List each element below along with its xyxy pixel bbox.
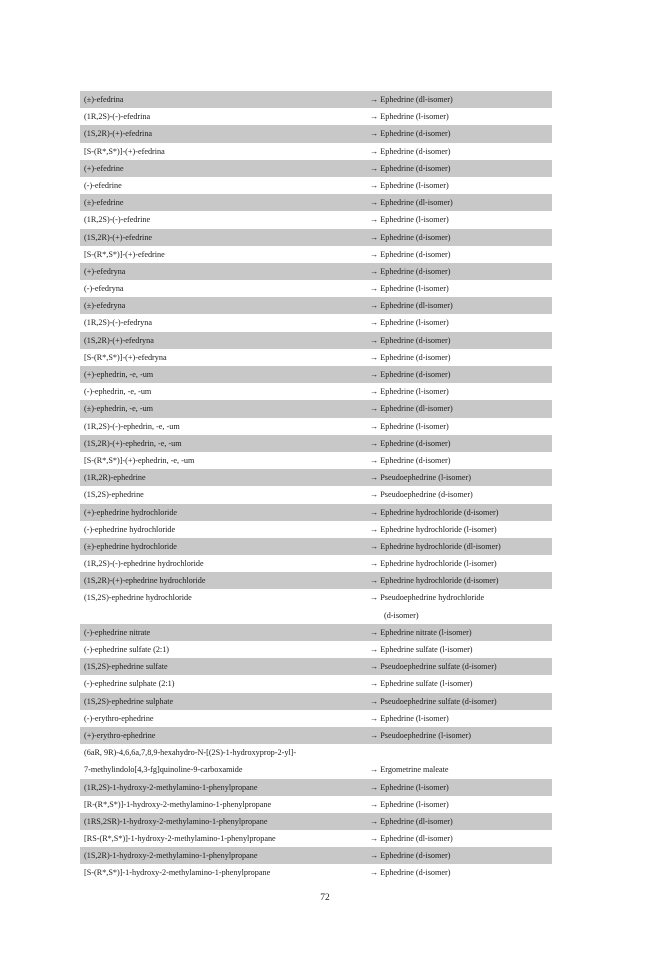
target-text: → Ephedrine sulfate (l-isomer) (370, 679, 473, 689)
synonym-cell (84, 675, 369, 692)
target-text: → Ephedrine (l-isomer) (370, 284, 449, 294)
target-cell (370, 297, 552, 314)
synonym-text: (1S,2S)-ephedrine hydrochloride (84, 593, 192, 603)
target-cell (370, 796, 552, 813)
target-text: → Ephedrine (d-isomer) (370, 266, 451, 276)
target-text: → Ephedrine (d-isomer) (370, 455, 451, 465)
synonym-text: (1S,2R)-(+)-ephedrine hydrochloride (84, 576, 206, 586)
target-cell (370, 383, 552, 400)
table-row (80, 813, 552, 830)
target-cell (370, 211, 552, 228)
target-cell (370, 779, 552, 796)
target-cell (370, 504, 552, 521)
synonym-cell (84, 864, 369, 881)
target-text: → Ephedrine (dl-isomer) (370, 301, 453, 311)
synonym-cell (84, 641, 369, 658)
synonym-text: (±)-ephedrin, -e, -um (84, 404, 154, 414)
target-text: → Ephedrine (d-isomer) (370, 335, 451, 345)
synonym-cell (84, 538, 369, 555)
table-row (80, 229, 552, 246)
synonym-text: (-)-ephedrin, -e, -um (84, 387, 152, 397)
target-text: → Pseudoephedrine sulfate (d-isomer) (370, 662, 497, 672)
target-text: → Ephedrine (d-isomer) (370, 851, 451, 861)
synonym-text: (1R,2S)-(-)-efedryna (84, 318, 152, 328)
synonym-cell (84, 486, 369, 503)
target-text: → Ephedrine (l-isomer) (370, 112, 449, 122)
table-row (80, 710, 552, 727)
target-text: → Pseudoephedrine (l-isomer) (370, 473, 471, 483)
synonym-cell (84, 177, 369, 194)
synonym-text: (1S,2S)-ephedrine sulfate (84, 662, 168, 672)
target-cell (370, 194, 552, 211)
synonym-cell (84, 521, 369, 538)
synonym-table (80, 91, 552, 882)
synonym-cell (84, 847, 369, 864)
synonym-cell (84, 91, 369, 108)
synonym-text: (+)-ephedrine hydrochloride (84, 507, 178, 517)
target-text: → Ephedrine (l-isomer) (370, 421, 449, 431)
target-cell (370, 91, 552, 108)
synonym-text: (-)-ephedrine hydrochloride (84, 524, 176, 534)
target-cell (370, 349, 552, 366)
target-text: → Ephedrine sulfate (l-isomer) (370, 645, 473, 655)
table-row (80, 796, 552, 813)
table-row (80, 177, 552, 194)
table-row (80, 400, 552, 417)
target-text: → Ephedrine (d-isomer) (370, 868, 451, 878)
table-row (80, 744, 552, 778)
synonym-text: [R-(R*,S*)]-1-hydroxy-2-methylamino-1-phenylpropane (84, 799, 272, 809)
synonym-cell (84, 693, 369, 710)
target-cell (370, 108, 552, 125)
target-cell (370, 521, 552, 538)
target-cell (370, 229, 552, 246)
synonym-text: [S-(R*,S*)]-(+)-ephedrin, -e, -um (84, 455, 195, 465)
table-row (80, 418, 552, 435)
target-cell (370, 280, 552, 297)
target-cell (370, 160, 552, 177)
table-row (80, 538, 552, 555)
table-row (80, 143, 552, 160)
target-text: → Pseudoephedrine (l-isomer) (370, 730, 471, 740)
synonym-cell (84, 143, 369, 160)
synonym-text: (-)-efedrine (84, 180, 122, 190)
target-text: → Ephedrine (dl-isomer) (370, 816, 453, 826)
synonym-cell (84, 194, 369, 211)
synonym-text: (1S,2R)-(+)-efedrina (84, 129, 153, 139)
synonym-text: (1R,2S)-(-)-efedrina (84, 112, 151, 122)
target-text: → Ephedrine (d-isomer) (370, 146, 451, 156)
target-text: → Ephedrine (l-isomer) (370, 713, 449, 723)
synonym-cell (84, 796, 369, 813)
target-cell (370, 469, 552, 486)
target-text: → Ephedrine nitrate (l-isomer) (370, 627, 472, 637)
target-text: → Ephedrine hydrochloride (d-isomer) (370, 576, 499, 586)
synonym-text: (+)-erythro-ephedrine (84, 730, 156, 740)
synonym-cell (84, 469, 369, 486)
target-cell (370, 452, 552, 469)
target-cell (370, 864, 552, 881)
table-row (80, 125, 552, 142)
synonym-text: (1S,2R)-(+)-ephedrin, -e, -um (84, 438, 182, 448)
synonym-text: (±)-efedryna (84, 301, 126, 311)
target-cell (370, 332, 552, 349)
table-row (80, 383, 552, 400)
target-text: → Ephedrine (l-isomer) (370, 215, 449, 225)
table-row (80, 727, 552, 744)
synonym-cell (84, 504, 369, 521)
target-cell (370, 400, 552, 417)
synonym-cell (84, 589, 369, 606)
table-row (80, 864, 552, 881)
table-row (80, 314, 552, 331)
synonym-cell (84, 246, 369, 263)
synonym-cell (84, 624, 369, 641)
table-row (80, 211, 552, 228)
synonym-cell (84, 658, 369, 675)
synonym-cell (84, 332, 369, 349)
target-text: → Ephedrine hydrochloride (l-isomer) (370, 559, 497, 569)
synonym-text: (±)-ephedrine hydrochloride (84, 541, 177, 551)
synonym-text: (1R,2S)-(-)-ephedrin, -e, -um (84, 421, 180, 431)
target-cell (370, 143, 552, 160)
synonym-text: (1S,2R)-(+)-efedryna (84, 335, 154, 345)
target-text: → Ephedrine (l-isomer) (370, 387, 449, 397)
table-row (80, 435, 552, 452)
synonym-cell (84, 297, 369, 314)
target-text: → Ephedrine hydrochloride (d-isomer) (370, 507, 499, 517)
synonym-text: (-)-ephedrine sulfate (2:1) (84, 645, 170, 655)
target-cell (370, 263, 552, 280)
target-cell (370, 177, 552, 194)
table-row (80, 366, 552, 383)
synonym-text: (-)-ephedrine sulphate (2:1) (84, 679, 175, 689)
synonym-text: (±)-efedrine (84, 198, 124, 208)
target-cell (370, 675, 552, 692)
synonym-text: (1S,2S)-ephedrine (84, 490, 144, 500)
synonym-text: (+)-efedrine (84, 163, 124, 173)
synonym-cell (84, 383, 369, 400)
synonym-text: (-)-ephedrine nitrate (84, 627, 151, 637)
target-cell (370, 589, 552, 620)
synonym-text: (1RS,2SR)-1-hydroxy-2-methylamino-1-phenylpropane (84, 816, 268, 826)
target-text: → Ephedrine (l-isomer) (370, 318, 449, 328)
target-text: → Pseudoephedrine (d-isomer) (370, 490, 473, 500)
target-text: → Ephedrine (d-isomer) (370, 370, 451, 379)
synonym-text-line2: 7-methylindolo[4,3-fg]quinoline-9-carboxamide (84, 765, 243, 775)
target-text: → Ephedrine (dl-isomer) (370, 198, 453, 208)
synonym-cell (84, 125, 369, 142)
target-text: → Pseudoephedrine hydrochloride (370, 593, 485, 603)
synonym-text: (1R,2S)-(-)-ephedrine hydrochloride (84, 559, 204, 569)
synonym-cell (84, 572, 369, 589)
target-cell (370, 555, 552, 572)
table-row (80, 589, 552, 623)
target-cell (370, 435, 552, 452)
table-row (80, 469, 552, 486)
synonym-cell (84, 280, 369, 297)
table-row (80, 160, 552, 177)
table-row (80, 263, 552, 280)
synonym-cell (84, 314, 369, 331)
target-cell (370, 710, 552, 727)
table-row (80, 280, 552, 297)
synonym-text: (+)-efedryna (84, 266, 126, 276)
target-cell (370, 693, 552, 710)
page-number: 72 (320, 893, 330, 903)
synonym-cell (84, 108, 369, 125)
table-row (80, 658, 552, 675)
target-cell (370, 538, 552, 555)
synonym-cell (84, 211, 369, 228)
table-row (80, 693, 552, 710)
synonym-cell (84, 744, 369, 775)
target-cell (370, 366, 552, 383)
synonym-cell (84, 400, 369, 417)
synonym-cell (84, 349, 369, 366)
synonym-text: (1S,2R)-1-hydroxy-2-methylamino-1-phenylpropane (84, 851, 258, 861)
table-row (80, 675, 552, 692)
target-cell (370, 125, 552, 142)
target-text: → Ephedrine (d-isomer) (370, 249, 451, 259)
table-row (80, 332, 552, 349)
target-text-line2: → Ergometrine maleate (370, 765, 449, 775)
target-text: → Ephedrine (d-isomer) (370, 129, 451, 139)
target-text: → Ephedrine hydrochloride (dl-isomer) (370, 541, 501, 551)
table-row (80, 194, 552, 211)
table-row (80, 297, 552, 314)
target-text: → Ephedrine (dl-isomer) (370, 834, 453, 844)
table-row (80, 504, 552, 521)
synonym-text: (1R,2S)-(-)-efedrine (84, 215, 151, 225)
synonym-text: [RS-(R*,S*)]-1-hydroxy-2-methylamino-1-phenylpropane (84, 834, 276, 844)
synonym-text: (1R,2R)-ephedrine (84, 473, 146, 483)
synonym-cell (84, 830, 369, 847)
target-cell (370, 624, 552, 641)
table-row (80, 572, 552, 589)
synonym-cell (84, 555, 369, 572)
target-cell (370, 641, 552, 658)
synonym-cell (84, 160, 369, 177)
synonym-text: [S-(R*,S*)]-(+)-efedrina (84, 146, 165, 156)
synonym-text: (1S,2R)-(+)-efedrine (84, 232, 153, 242)
synonym-cell (84, 813, 369, 830)
table-row (80, 847, 552, 864)
synonym-cell (84, 263, 369, 280)
target-cell (370, 246, 552, 263)
target-cell (370, 572, 552, 589)
target-text: → Ephedrine (l-isomer) (370, 782, 449, 792)
table-row (80, 246, 552, 263)
synonym-text: (1R,2S)-1-hydroxy-2-methylamino-1-phenylpropane (84, 782, 258, 792)
synonym-cell (84, 366, 369, 383)
synonym-text: (-)-efedryna (84, 284, 124, 294)
synonym-cell (84, 452, 369, 469)
synonym-text: (±)-efedrina (84, 95, 124, 104)
target-cell (370, 830, 552, 847)
table-row (80, 91, 552, 108)
synonym-text: [S-(R*,S*)]-(+)-efedrine (84, 249, 165, 259)
synonym-text: (6aR, 9R)-4,6,6a,7,8,9-hexahydro-N-[(2S)-1-hydroxyprop-2-yl]- (84, 748, 297, 758)
target-text: → Ephedrine (d-isomer) (370, 438, 451, 448)
target-text: → Ephedrine hydrochloride (l-isomer) (370, 524, 497, 534)
target-text: → Ephedrine (d-isomer) (370, 232, 451, 242)
target-cell (370, 813, 552, 830)
synonym-cell (84, 779, 369, 796)
table-row (80, 108, 552, 125)
synonym-text: (1S,2S)-ephedrine sulphate (84, 696, 174, 706)
target-text: → Ephedrine (d-isomer) (370, 352, 451, 362)
target-text: → Ephedrine (dl-isomer) (370, 404, 453, 414)
table-row (80, 641, 552, 658)
target-cell (370, 418, 552, 435)
target-text: → Ephedrine (dl-isomer) (370, 95, 453, 104)
target-cell (370, 314, 552, 331)
synonym-cell (84, 229, 369, 246)
target-text: → Ephedrine (l-isomer) (370, 799, 449, 809)
synonym-text: [S-(R*,S*)]-1-hydroxy-2-methylamino-1-phenylpropane (84, 868, 271, 878)
target-text-line2: (d-isomer) (384, 610, 419, 620)
target-text: → Ephedrine (l-isomer) (370, 180, 449, 190)
table-row (80, 555, 552, 572)
target-cell (370, 486, 552, 503)
synonym-cell (84, 727, 369, 744)
synonym-cell (84, 418, 369, 435)
synonym-text: (-)-erythro-ephedrine (84, 713, 154, 723)
target-cell (370, 658, 552, 675)
table-row (80, 521, 552, 538)
table-row (80, 624, 552, 641)
table-row (80, 486, 552, 503)
table-row (80, 452, 552, 469)
synonym-text: [S-(R*,S*)]-(+)-efedryna (84, 352, 167, 362)
table-row (80, 830, 552, 847)
table-row (80, 349, 552, 366)
target-text: → Ephedrine (d-isomer) (370, 163, 451, 173)
target-cell (370, 847, 552, 864)
synonym-cell (84, 435, 369, 452)
target-text: → Pseudoephedrine sulfate (d-isomer) (370, 696, 497, 706)
table-row (80, 779, 552, 796)
target-cell (370, 727, 552, 744)
synonym-text: (+)-ephedrin, -e, -um (84, 370, 154, 379)
synonym-cell (84, 710, 369, 727)
